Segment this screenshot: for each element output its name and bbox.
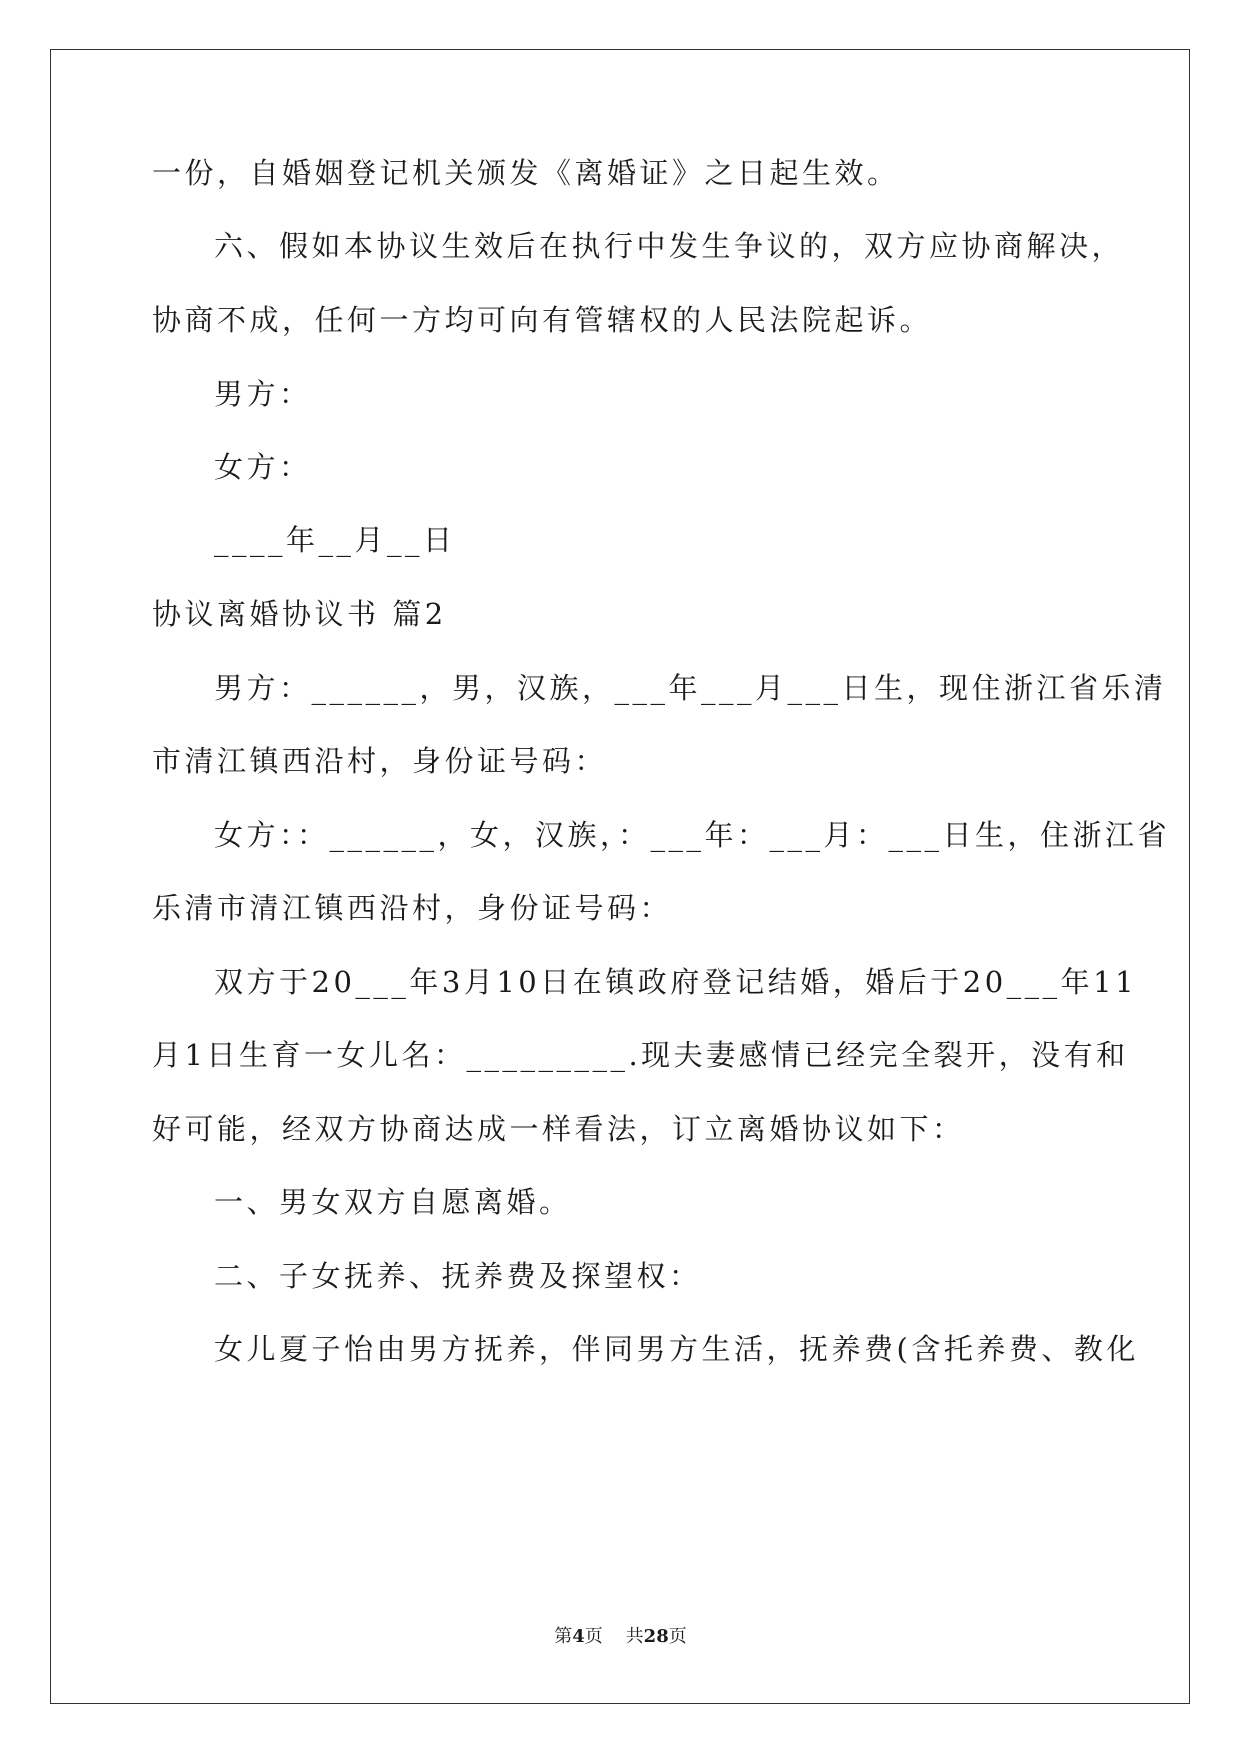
text-line: 市清江镇西沿村，身份证号码：	[152, 744, 608, 778]
text-line: 协商不成，任何一方均可向有管辖权的人民法院起诉。	[152, 303, 933, 337]
section-heading: 协议离婚协议书 篇2	[152, 597, 447, 631]
page-footer	[0, 1625, 1241, 1649]
text-line: 二、子女抚养、抚养费及探望权：	[214, 1259, 702, 1293]
page-border	[50, 49, 1190, 1704]
text-line: 女儿夏子怡由男方抚养，伴同男方生活，抚养费(含托养费、教化	[214, 1332, 1139, 1366]
footer-total-suffix: 页	[668, 1626, 687, 1647]
text-line: 女方：：______，女，汉族，：___年：___月：___日生，住浙江省	[214, 818, 1171, 852]
total-page-count: 28	[643, 1626, 669, 1647]
text-line: 好可能，经双方协商达成一样看法，订立离婚协议如下：	[152, 1112, 965, 1146]
footer-total-prefix: 共	[625, 1626, 644, 1647]
current-page-number: 4	[572, 1626, 585, 1647]
footer-page-word: 页	[584, 1626, 603, 1647]
text-line: 一份，自婚姻登记机关颁发《离婚证》之日起生效。	[152, 156, 900, 190]
text-line: 乐清市清江镇西沿村，身份证号码：	[152, 891, 673, 925]
text-line: 六、假如本协议生效后在执行中发生争议的，双方应协商解决，	[214, 229, 1125, 263]
text-line: 月1日生育一女儿名：_________.现夫妻感情已经完全裂开，没有和	[152, 1038, 1129, 1072]
text-line: 女方：	[214, 450, 312, 484]
text-line: 男方：	[214, 377, 312, 411]
text-line: 双方于20___年3月10日在镇政府登记结婚，婚后于20___年11	[214, 965, 1138, 999]
text-line: ____年__月__日	[214, 523, 456, 557]
text-line: 男方：______，男，汉族，___年___月___日生，现住浙江省乐清	[214, 671, 1167, 705]
text-line: 一、男女双方自愿离婚。	[214, 1185, 572, 1219]
footer-prefix: 第	[554, 1626, 573, 1647]
